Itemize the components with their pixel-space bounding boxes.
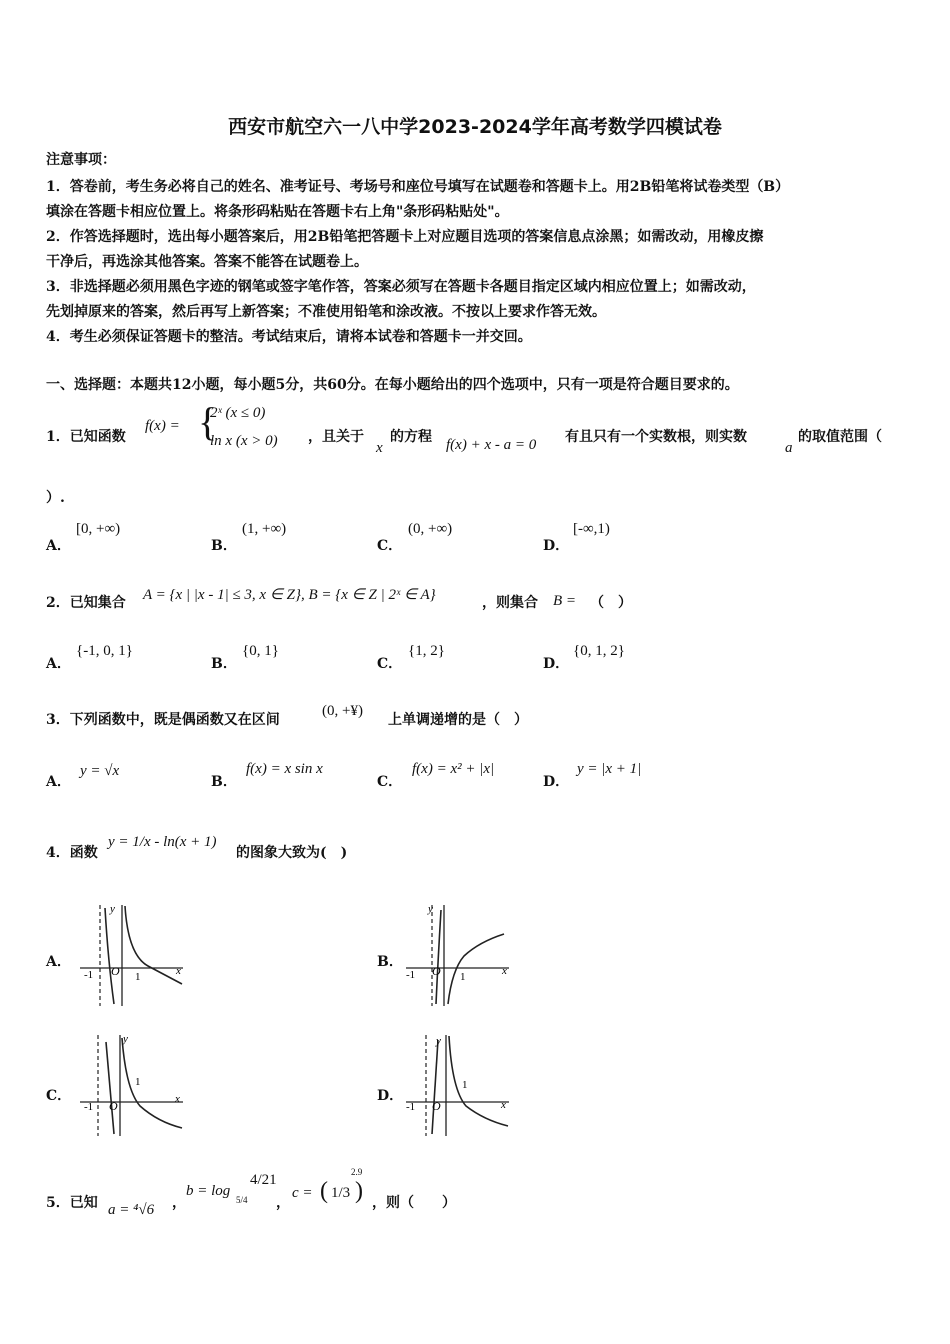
- q1-equation: f(x) + x - a = 0: [446, 437, 537, 453]
- graph-one-label: 1: [462, 1079, 468, 1091]
- q2-option-c-label[interactable]: C．: [377, 656, 403, 672]
- q1-option-a-value[interactable]: [0, +∞): [76, 521, 121, 537]
- q1-option-d-label[interactable]: D．: [543, 538, 570, 554]
- q1-prefix: 1．已知函数: [46, 429, 126, 445]
- graph-origin-label: O: [432, 1099, 441, 1113]
- q1-text: 的方程: [390, 429, 432, 445]
- graph-curve-left: [432, 1040, 438, 1134]
- q1-text: ，且关于: [308, 429, 364, 445]
- graph-origin-label: O: [109, 1099, 118, 1113]
- q4-func: y = 1/x - ln(x + 1): [108, 834, 217, 850]
- q2-option-b-label[interactable]: B．: [211, 656, 237, 672]
- q3-option-d-label[interactable]: D．: [543, 774, 570, 790]
- q4-end: 的图象大致为( ): [236, 845, 348, 861]
- q3-interval: (0, +¥): [322, 703, 363, 719]
- q1-text: 的取值范围（: [798, 429, 882, 445]
- graph-curve-left: [105, 908, 114, 1004]
- graph-curve-right: [449, 1036, 508, 1126]
- q2-option-d-label[interactable]: D．: [543, 656, 570, 672]
- q1-brace: {: [198, 399, 218, 444]
- q4-prefix: 4．函数: [46, 845, 98, 861]
- q3-option-c-value[interactable]: f(x) = x² + |x|: [412, 761, 495, 777]
- q1-option-b-label[interactable]: B．: [211, 538, 237, 554]
- notice-line: 干净后，再选涂其他答案。答案不能答在试题卷上。: [46, 254, 368, 270]
- graph-one-label: 1: [460, 971, 466, 983]
- graph-one-label: 1: [135, 971, 141, 983]
- q1-option-c-value[interactable]: (0, +∞): [408, 521, 453, 537]
- graph-one-label: 1: [135, 1076, 141, 1088]
- q4-option-c-label[interactable]: C．: [46, 1088, 72, 1104]
- q1-end: ）.: [46, 490, 65, 506]
- q5-c-prefix: c =: [292, 1185, 313, 1201]
- q5-b-fraction: 4/21: [250, 1172, 277, 1188]
- graph-curve-right: [448, 934, 504, 1004]
- q3-option-c-label[interactable]: C．: [377, 774, 403, 790]
- q1-case1: 2ˣ (x ≤ 0): [210, 405, 266, 421]
- q3-end: 上单调递增的是（ ）: [388, 712, 528, 728]
- q1-option-d-value[interactable]: [-∞,1): [573, 521, 610, 537]
- graph-x-label: x: [502, 965, 507, 977]
- q2-option-b-value[interactable]: {0, 1}: [242, 643, 279, 659]
- graph-y-label: y: [110, 903, 115, 915]
- q1-option-a-label[interactable]: A．: [46, 538, 71, 554]
- graph-neg1-label: -1: [406, 1101, 416, 1113]
- q4-graph-a[interactable]: [78, 900, 193, 1010]
- notice-line: 2．作答选择题时，选出每小题答案后，用2B铅笔把答题卡上对应题目选项的答案信息点涂黑；如需改动，用橡皮擦: [46, 229, 764, 245]
- q2-option-a-label[interactable]: A．: [46, 656, 71, 672]
- graph-origin-label: O: [111, 964, 120, 978]
- q5-paren: (: [320, 1178, 328, 1204]
- q5-b-base: 5/4: [236, 1195, 248, 1205]
- q4-option-d-label[interactable]: D．: [377, 1088, 404, 1104]
- graph-curve-left: [106, 1042, 114, 1134]
- notice-line: 先划掉原来的答案，然后再写上新答案；不准使用铅笔和涂改液。不按以上要求作答无效。: [46, 304, 606, 320]
- q5-sep: ，: [276, 1195, 290, 1211]
- q5-a: a = ⁴√6: [108, 1202, 155, 1218]
- q3-option-a-label[interactable]: A．: [46, 774, 71, 790]
- q1-func: f(x) =: [145, 418, 180, 434]
- q5-b-prefix: b = log: [186, 1183, 231, 1199]
- q1-var-a: a: [785, 440, 793, 456]
- notice-line: 4．考生必须保证答题卡的整洁。考试结束后，请将本试卷和答题卡一并交回。: [46, 329, 532, 345]
- q3-option-b-label[interactable]: B．: [211, 774, 237, 790]
- q3-option-b-value[interactable]: f(x) = x sin x: [246, 761, 323, 777]
- q5-end: ，则（ ）: [372, 1195, 456, 1211]
- q5-prefix: 5．已知: [46, 1195, 98, 1211]
- graph-neg1-label: -1: [84, 969, 94, 981]
- graph-y-label: y: [428, 903, 433, 915]
- q1-var-x: x: [376, 440, 383, 456]
- q2-option-c-value[interactable]: {1, 2}: [408, 643, 445, 659]
- notice-line: 3．非选择题必须用黑色字迹的钢笔或签字笔作答，答案必须写在答题卡各题目指定区域内相应位置上；如需改动，: [46, 279, 756, 295]
- q2-setdef: A = {x | |x - 1| ≤ 3, x ∈ Z}, B = {x ∈ Z | 2ˣ ∈ A}: [143, 587, 436, 603]
- q4-option-a-label[interactable]: A．: [46, 954, 71, 970]
- q2-end: （ ）: [590, 595, 632, 611]
- graph-y-label: y: [123, 1033, 128, 1045]
- q4-graph-b[interactable]: [404, 900, 519, 1010]
- q2-option-a-value[interactable]: {-1, 0, 1}: [76, 643, 133, 659]
- notice-line: 1．答卷前，考生务必将自己的姓名、准考证号、考场号和座位号填写在试题卷和答题卡上。用2B铅笔将试卷类型（B）: [46, 179, 790, 195]
- graph-origin-label: O: [432, 964, 441, 978]
- q3-option-a-value[interactable]: y = √x: [80, 763, 120, 779]
- section-heading: 一、选择题：本题共12小题，每小题5分，共60分。在每小题给出的四个选项中，只有一项是符合题目要求的。: [46, 377, 739, 393]
- q5-c-exponent: 2.9: [351, 1167, 363, 1177]
- q2-text: ，则集合: [482, 595, 538, 611]
- q5-c-fraction: 1/3: [331, 1185, 351, 1201]
- q1-text: 有且只有一个实数根，则实数: [565, 429, 747, 445]
- graph-curve-right: [125, 906, 182, 984]
- graph-x-label: x: [176, 965, 181, 977]
- q4-graph-d[interactable]: [404, 1030, 519, 1140]
- notice-line: 填涂在答题卡相应位置上。将条形码粘贴在答题卡右上角"条形码粘贴处"。: [46, 204, 509, 220]
- page-title: 西安市航空六一八中学2023-2024学年高考数学四模试卷: [228, 116, 722, 138]
- q2-option-d-value[interactable]: {0, 1, 2}: [573, 643, 625, 659]
- graph-neg1-label: -1: [406, 969, 416, 981]
- graph-neg1-label: -1: [84, 1101, 94, 1113]
- graph-x-label: x: [175, 1093, 180, 1105]
- q4-option-b-label[interactable]: B．: [377, 954, 403, 970]
- graph-curve-left: [436, 910, 441, 1004]
- q1-case2: ln x (x > 0): [210, 433, 278, 449]
- q4-graph-c[interactable]: [78, 1030, 193, 1140]
- q3-prefix: 3．下列函数中，既是偶函数又在区间: [46, 712, 280, 728]
- q2-prefix: 2．已知集合: [46, 595, 126, 611]
- graph-y-label: y: [436, 1035, 441, 1047]
- graph-curve-right: [122, 1038, 182, 1128]
- q5-sep: ，: [172, 1195, 186, 1211]
- q3-option-d-value[interactable]: y = |x + 1|: [577, 761, 642, 777]
- notice-heading: 注意事项：: [46, 152, 116, 168]
- graph-x-label: x: [501, 1099, 506, 1111]
- q2-expr: B =: [553, 593, 577, 609]
- q1-option-b-value[interactable]: (1, +∞): [242, 521, 287, 537]
- q5-paren: ): [355, 1178, 363, 1204]
- q1-option-c-label[interactable]: C．: [377, 538, 403, 554]
